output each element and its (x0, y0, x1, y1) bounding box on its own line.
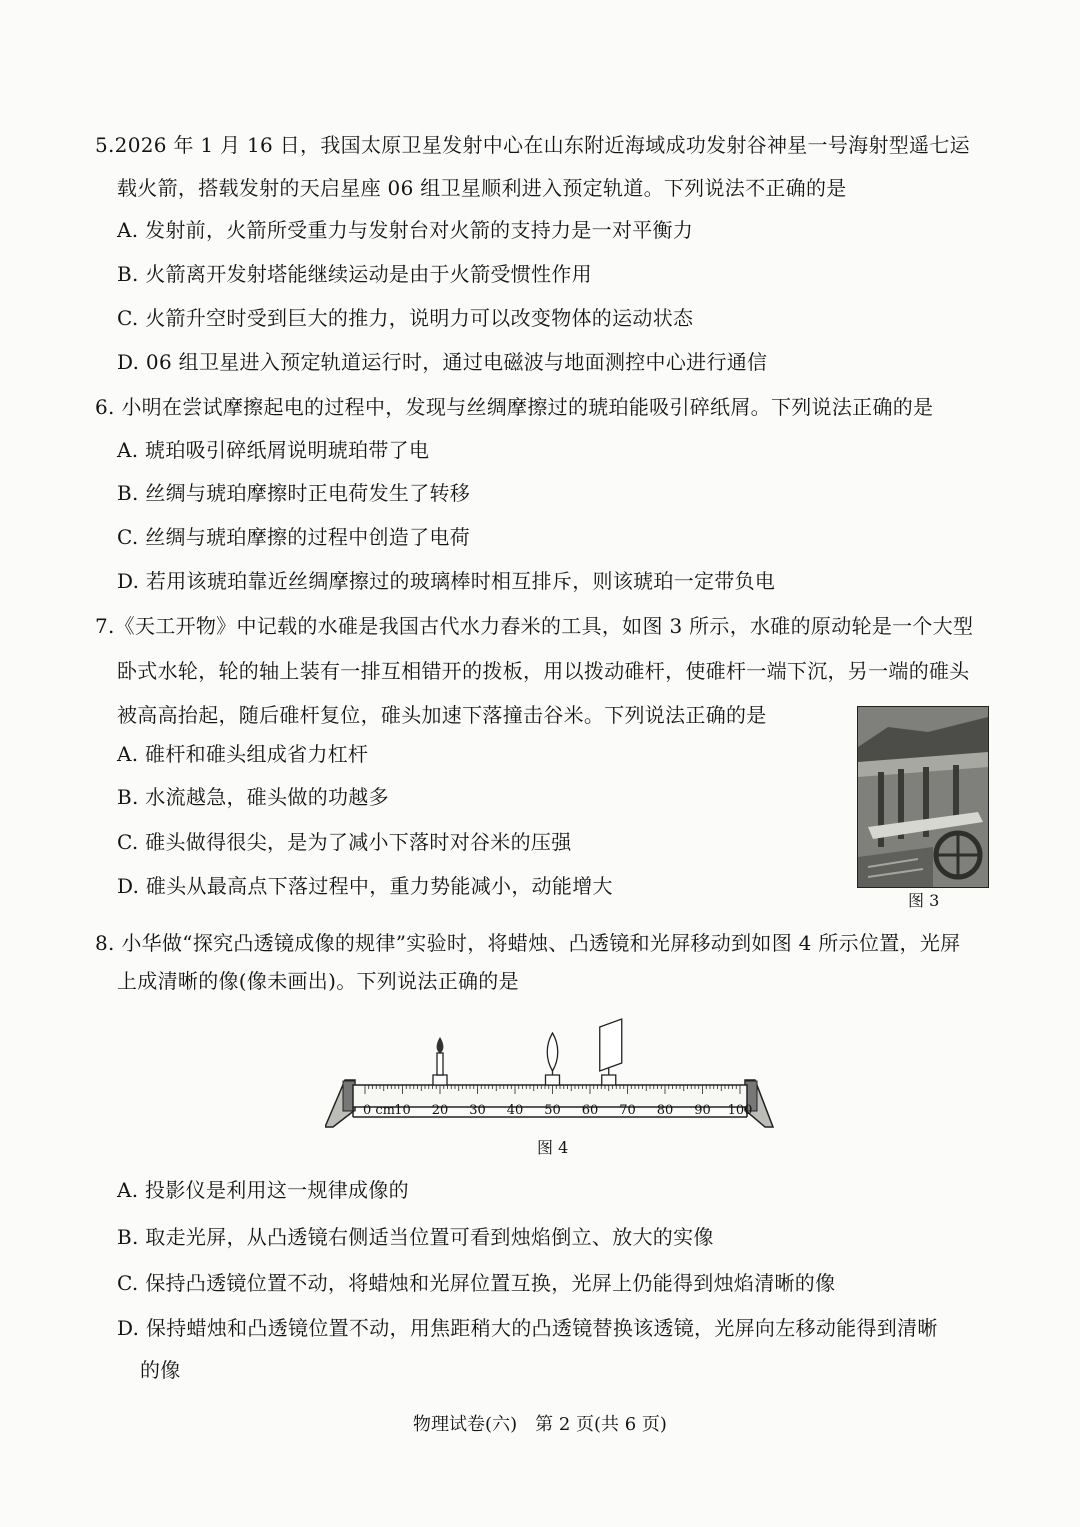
q5-stem-line-2: 载火箭，搭载发射的天启星座 06 组卫星顺利进入预定轨道。下列说法不正确的是 (117, 176, 847, 200)
candle-flame (437, 1037, 444, 1053)
q7-option-a: A. 碓杆和碓头组成省力杠杆 (117, 742, 369, 766)
ruler-label: 50 (544, 1103, 561, 1118)
q8-option-d-line-1: D. 保持蜡烛和凸透镜位置不动，用焦距稍大的凸透镜替换该透镜，光屏向左移动能得到清晰 (117, 1316, 938, 1340)
q8-option-a: A. 投影仪是利用这一规律成像的 (117, 1178, 409, 1202)
q8-option-d-line-2: 的像 (140, 1358, 181, 1382)
figure-4-caption: 图 4 (537, 1138, 569, 1157)
candle-body (437, 1053, 443, 1075)
ruler-label: 40 (506, 1103, 524, 1118)
ruler-label: 70 (619, 1103, 636, 1118)
q6-option-a: A. 琥珀吸引碎纸屑说明琥珀带了电 (117, 438, 430, 462)
ruler-label: 90 (694, 1103, 711, 1118)
q8-option-b: B. 取走光屏，从凸透镜右侧适当位置可看到烛焰倒立、放大的实像 (117, 1225, 714, 1249)
q8-option-c: C. 保持凸透镜位置不动，将蜡烛和光屏位置互换，光屏上仍能得到烛焰清晰的像 (117, 1271, 836, 1295)
q5-option-b: B. 火箭离开发射塔能继续运动是由于火箭受惯性作用 (117, 262, 592, 286)
q7-option-d: D. 碓头从最高点下落过程中，重力势能减小，动能增大 (117, 874, 613, 898)
q6-option-b: B. 丝绸与琥珀摩擦时正电荷发生了转移 (117, 481, 471, 505)
lens-holder (546, 1075, 560, 1085)
q7-option-c: C. 碓头做得很尖，是为了减小下落时对谷米的压强 (117, 830, 572, 854)
figure-3-caption: 图 3 (908, 891, 940, 910)
q6-option-d: D. 若用该琥珀靠近丝绸摩擦过的玻璃棒时相互排斥，则该琥珀一定带负电 (117, 569, 776, 593)
figure-3-water-hammer-image (857, 706, 989, 888)
q7-stem-line-3: 被高高抬起，随后碓杆复位，碓头加速下落撞击谷米。下列说法正确的是 (117, 703, 767, 727)
q7-option-b: B. 水流越急，碓头做的功越多 (117, 785, 389, 809)
light-screen (600, 1019, 622, 1071)
candle-holder (433, 1075, 447, 1085)
screen-holder (602, 1075, 616, 1085)
ruler-label: 80 (656, 1103, 674, 1118)
q5-option-d: D. 06 组卫星进入预定轨道运行时，通过电磁波与地面测控中心进行通信 (117, 350, 768, 374)
ruler-label: 20 (431, 1103, 449, 1118)
q6-stem: 6. 小明在尝试摩擦起电的过程中，发现与丝绸摩擦过的琥珀能吸引碎纸屑。下列说法正确的是 (95, 395, 934, 419)
q8-stem-line-2: 上成清晰的像(像未画出)。下列说法正确的是 (117, 969, 519, 993)
page-footer: 物理试卷(六) 第 2 页(共 6 页) (413, 1414, 667, 1435)
q5-option-c: C. 火箭升空时受到巨大的推力，说明力可以改变物体的运动状态 (117, 306, 694, 330)
ruler-label: 30 (469, 1103, 486, 1118)
q7-stem-line-2: 卧式水轮，轮的轴上装有一排互相错开的拨板，用以拨动碓杆，使碓杆一端下沉，另一端的碓头 (117, 659, 970, 683)
ruler-label: 60 (581, 1103, 599, 1118)
q5-stem-line-1: 5.2026 年 1 月 16 日，我国太原卫星发射中心在山东附近海域成功发射谷神星一号海射型遥七运 (95, 133, 970, 157)
q7-stem-line-1: 7.《天工开物》中记载的水碓是我国古代水力舂米的工具，如图 3 所示，水碓的原动轮是一个大型 (95, 614, 974, 638)
q6-option-c: C. 丝绸与琥珀摩擦的过程中创造了电荷 (117, 525, 471, 549)
ruler-label: 0 cm (362, 1103, 396, 1118)
ruler-label: 10 (394, 1103, 411, 1118)
q5-option-a: A. 发射前，火箭所受重力与发射台对火箭的支持力是一对平衡力 (117, 218, 694, 242)
q8-stem-line-1: 8. 小华做“探究凸透镜成像的规律”实验时，将蜡烛、凸透镜和光屏移动到如图 4 所示位置，光屏 (95, 931, 961, 955)
ruler-label: 100 (727, 1103, 753, 1118)
convex-lens (547, 1033, 558, 1071)
figure-4-optical-bench (325, 1015, 775, 1135)
